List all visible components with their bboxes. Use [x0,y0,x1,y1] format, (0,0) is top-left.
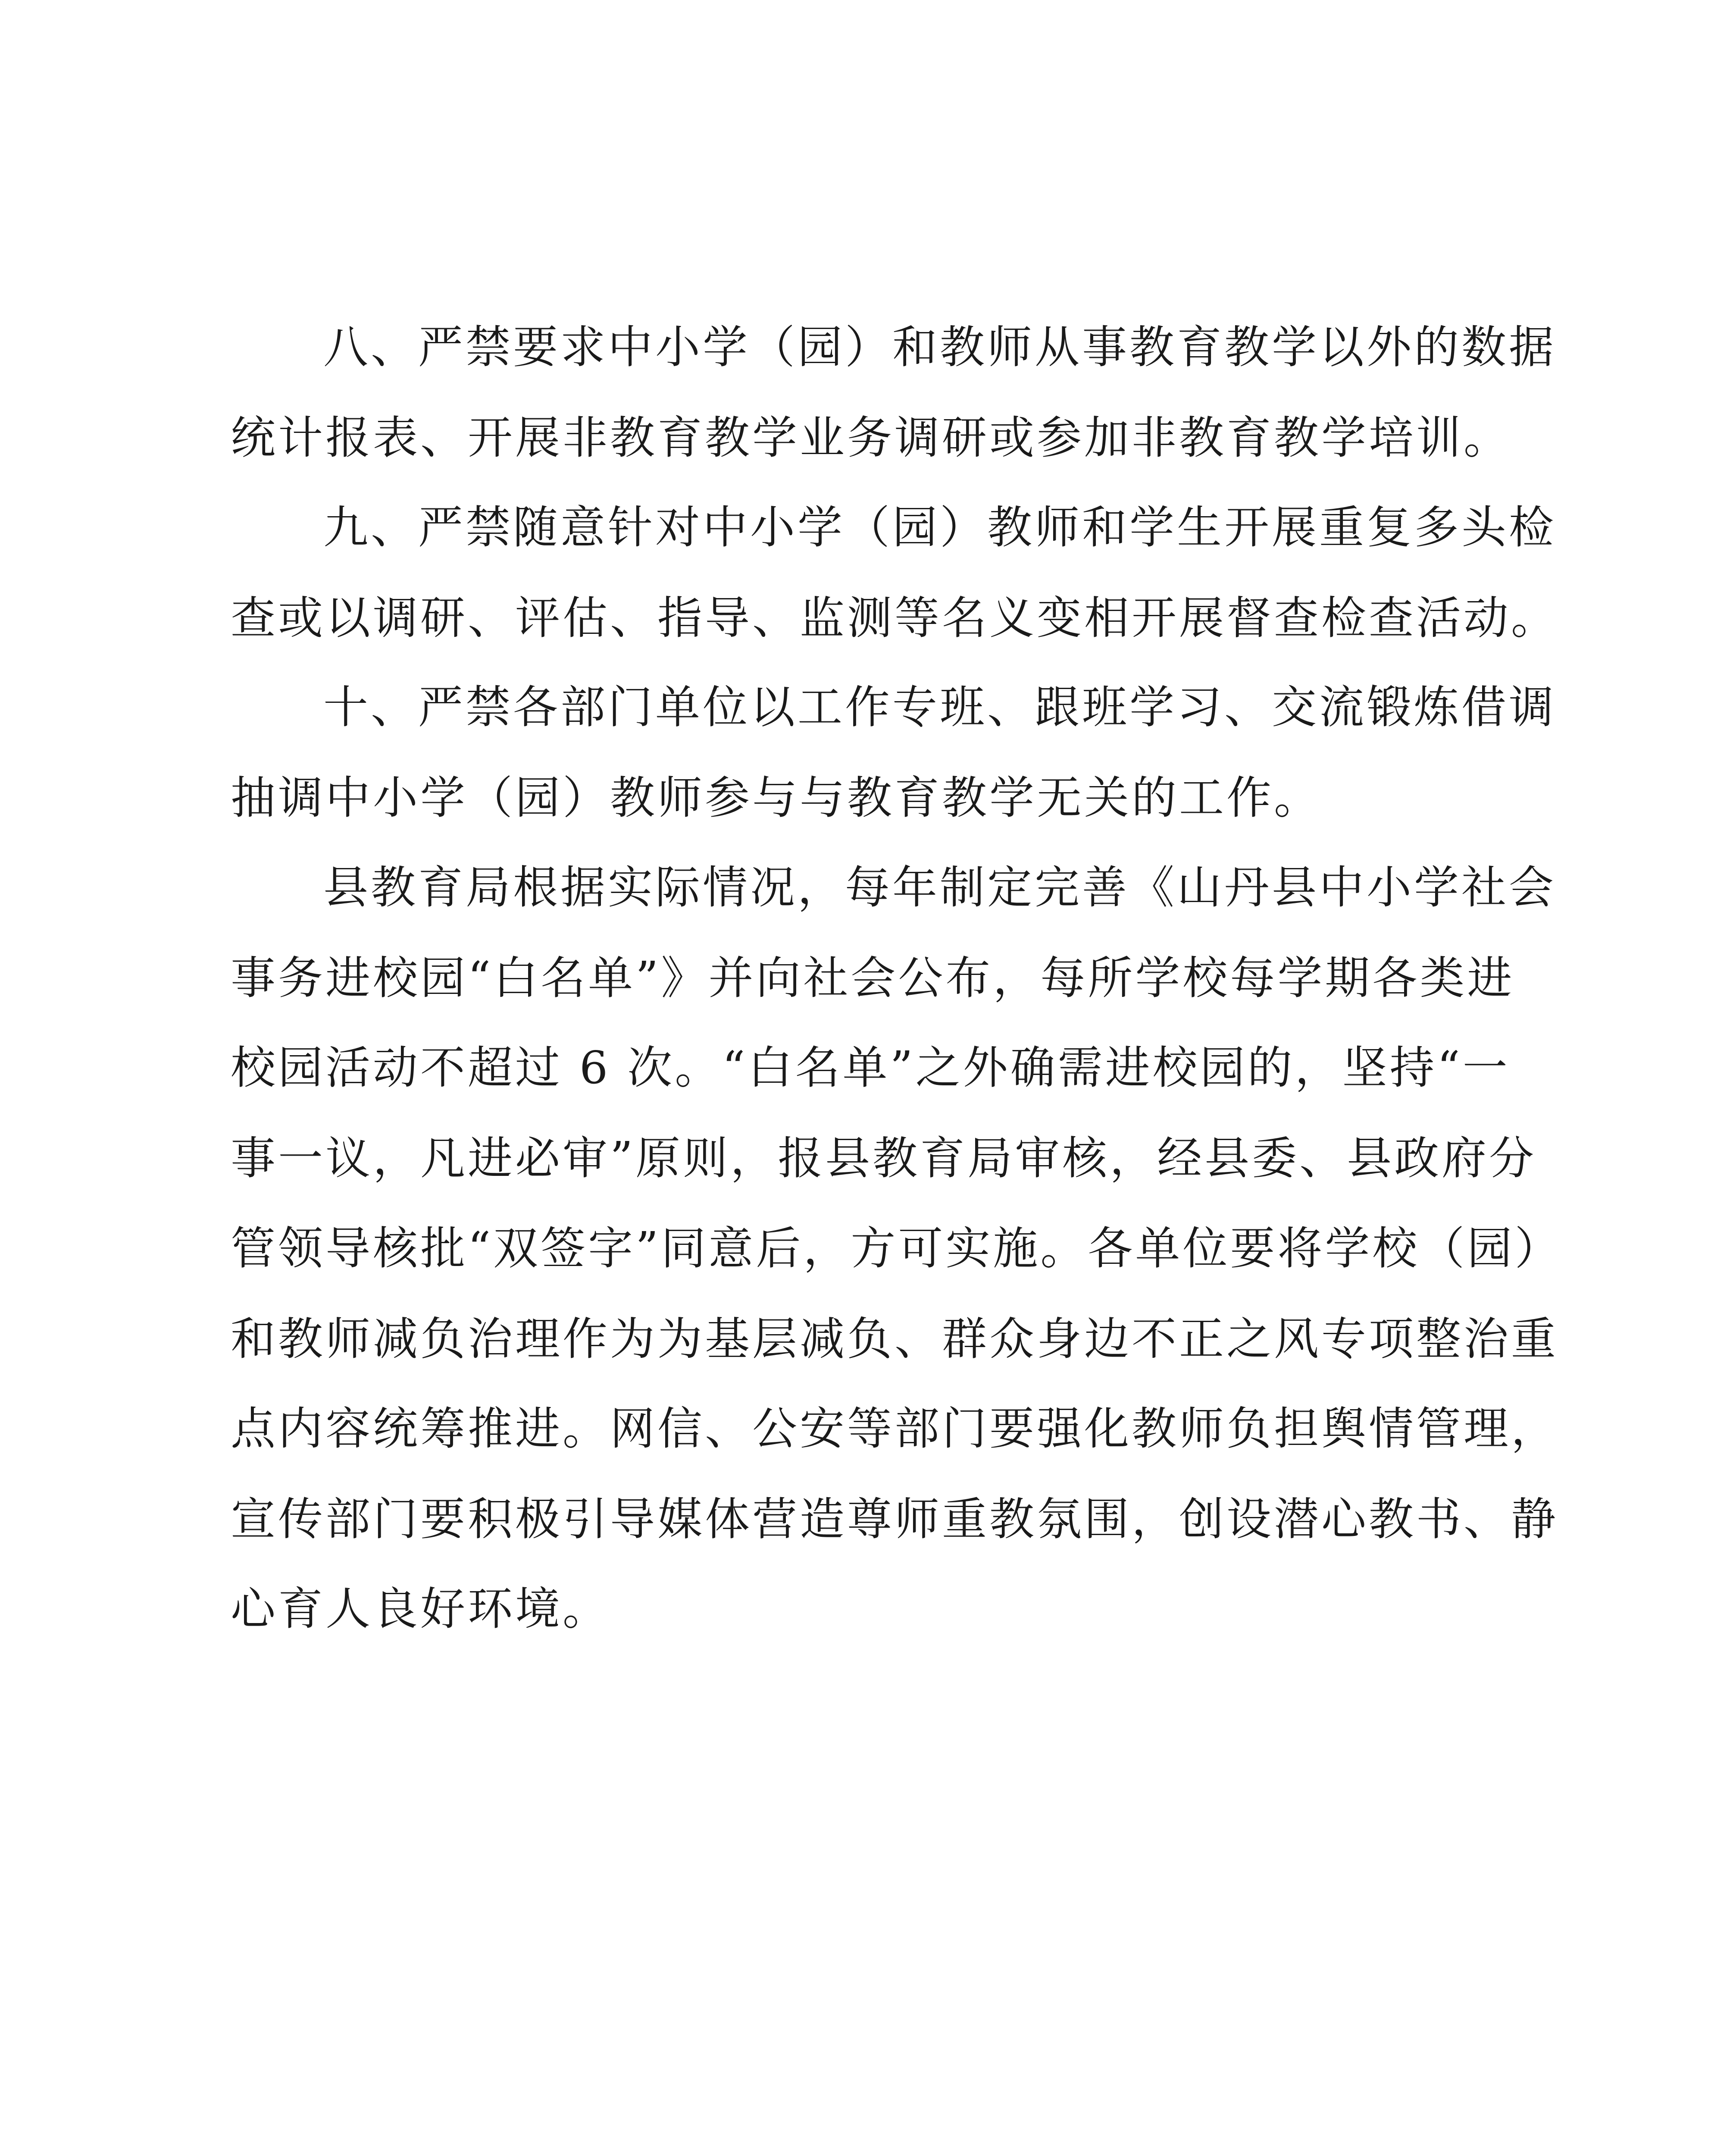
paragraph-8-line-2: 统计报表、开展非教育教学业务调研或参加非教育教学培训。 [231,411,1511,464]
paragraph-9-line-1: 九、严禁随意针对中小学（园）教师和学生开展重复多头检 [323,501,1557,554]
paragraph-8-line-1: 八、严禁要求中小学（园）和教师从事教育教学以外的数据 [323,321,1557,373]
paragraph-10-line-2: 抽调中小学（园）教师参与与教育教学无关的工作。 [231,771,1322,824]
paragraph-summary-line-1: 县教育局根据实际情况，每年制定完善《山丹县中小学社会 [323,861,1557,914]
paragraph-summary-line-2: 事务进校园“白名单”》并向社会公布，每所学校每学期各类进 [231,952,1515,1004]
paragraph-summary-line-5: 管领导核批“双签字”同意后，方可实施。各单位要将学校（园） [231,1222,1562,1275]
paragraph-summary-line-6: 和教师减负治理作为为基层减负、群众身边不正之风专项整治重 [231,1313,1559,1365]
paragraph-summary-line-3: 校园活动不超过 6 次。“白名单”之外确需进校园的，坚持“一 [231,1041,1510,1094]
paragraph-summary-line-7: 点内容统筹推进。网信、公安等部门要强化教师负担舆情管理， [231,1402,1559,1455]
paragraph-summary-line-4: 事一议，凡进必审”原则，报县教育局审核，经县委、县政府分 [231,1132,1537,1185]
paragraph-10-line-1: 十、严禁各部门单位以工作专班、跟班学习、交流锻炼借调 [323,681,1557,733]
paragraph-9-line-2: 查或以调研、评估、指导、监测等名义变相开展督查检查活动。 [231,592,1559,644]
paragraph-summary-line-8: 宣传部门要积极引导媒体营造尊师重教氛围，创设潜心教书、静 [231,1493,1559,1545]
paragraph-summary-line-9: 心育人良好环境。 [231,1583,610,1635]
